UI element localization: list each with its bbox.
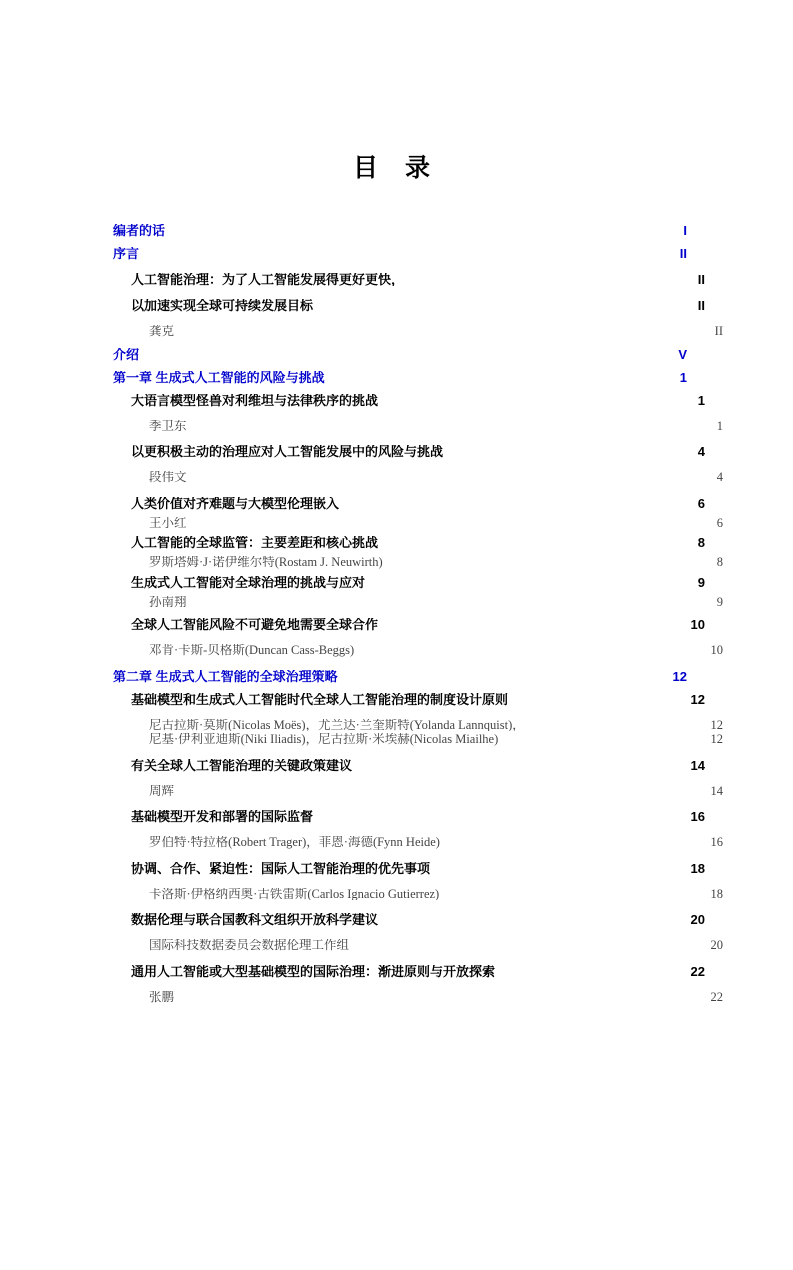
toc-entry-label: 序言 bbox=[113, 247, 140, 260]
toc-entry-page: 8 bbox=[697, 535, 705, 550]
toc-entry-page: V bbox=[678, 346, 687, 362]
toc-entry-page: II bbox=[679, 246, 687, 261]
toc-entry-page: 22 bbox=[710, 989, 723, 1004]
toc-entry-1-1[interactable] bbox=[113, 394, 711, 407]
toc-entry-page: 18 bbox=[710, 886, 723, 901]
page-title: 目 录 bbox=[353, 154, 440, 182]
toc-entry-2-4[interactable] bbox=[113, 862, 711, 875]
toc-entry-label: 以更积极主动的治理应对人工智能发展中的风险与挑战 bbox=[131, 445, 444, 458]
toc-entry-label: 介绍 bbox=[113, 347, 140, 361]
toc-entry-author-cassbeggs[interactable] bbox=[113, 644, 729, 657]
toc-entry-author-zhangpeng[interactable] bbox=[113, 991, 729, 1004]
toc-entry-page: 1 bbox=[679, 369, 687, 385]
toc-entry-label: 罗斯塔姆·J·诺伊维尔特(Rostam J. Neuwirth) bbox=[149, 556, 383, 569]
toc-entry-editor-note[interactable] bbox=[113, 224, 693, 237]
toc-entry-label: 王小红 bbox=[149, 516, 187, 529]
toc-entry-2-1[interactable] bbox=[113, 693, 711, 706]
toc-entry-label: 数据伦理与联合国教科文组织开放科学建议 bbox=[131, 913, 379, 926]
toc-entry-page: 9 bbox=[716, 594, 723, 609]
toc-entry-label: 孙南翔 bbox=[149, 595, 187, 608]
toc-entry-1-4[interactable] bbox=[113, 536, 711, 549]
toc-entry-label: 罗伯特·特拉格(Robert Trager)，菲恩·海德(Fynn Heide) bbox=[149, 836, 440, 849]
toc-entry-page: 12 bbox=[710, 732, 723, 746]
toc-entry-2-6[interactable] bbox=[113, 965, 711, 978]
toc-entry-page: I bbox=[683, 223, 687, 238]
toc-entry-page: 6 bbox=[716, 515, 723, 530]
toc-entry-label: 生成式人工智能对全球治理的挑战与应对 bbox=[131, 575, 366, 589]
toc-entry-page: 12 bbox=[672, 668, 687, 684]
toc-entry-page: 8 bbox=[716, 555, 723, 569]
toc-entry-page: 22 bbox=[690, 963, 705, 979]
toc-entry-1-3[interactable] bbox=[113, 497, 711, 510]
toc-entry-label: 基础模型开发和部署的国际监督 bbox=[131, 810, 314, 823]
toc-entry-author-jiweidong[interactable] bbox=[113, 420, 729, 433]
toc-entry-label: 大语言模型怪兽对利维坦与法律秩序的挑战 bbox=[131, 393, 379, 407]
toc-entry-2-3[interactable] bbox=[113, 810, 711, 823]
toc-entry-label: 周辉 bbox=[149, 784, 175, 797]
toc-entry-2-2[interactable] bbox=[113, 759, 711, 772]
toc-entry-1-2[interactable] bbox=[113, 445, 711, 458]
toc-entry-page: 4 bbox=[716, 470, 723, 484]
toc-entry-label: 以加速实现全球可持续发展目标 bbox=[131, 299, 314, 312]
toc-entry-page: 9 bbox=[697, 574, 705, 590]
toc-entry-label: 通用人工智能或大型基础模型的国际治理：渐进原则与开放探索 bbox=[131, 964, 496, 978]
toc-entry-page: 10 bbox=[690, 617, 705, 632]
toc-entry-author-gutierrez[interactable] bbox=[113, 888, 729, 901]
toc-entry-label: 全球人工智能风险不可避免地需要全球合作 bbox=[131, 618, 379, 631]
toc-entry-author-zhouhui[interactable] bbox=[113, 785, 729, 798]
toc-entry-2-5[interactable] bbox=[113, 913, 711, 926]
toc-entry-label: 第一章 生成式人工智能的风险与挑战 bbox=[113, 370, 325, 384]
toc-entry-author-wangxiaohong[interactable] bbox=[113, 517, 729, 530]
toc-entry-preface-title-line1[interactable] bbox=[113, 273, 711, 286]
toc-entry-page: 20 bbox=[710, 938, 723, 952]
table-of-contents bbox=[0, 224, 793, 1003]
toc-entry-author-neuwirth[interactable] bbox=[113, 556, 729, 569]
toc-entry-page: 4 bbox=[697, 444, 705, 459]
toc-entry-label: 卡洛斯·伊格纳西奥·古铁雷斯(Carlos Ignacio Gutierrez) bbox=[149, 887, 440, 900]
toc-entry-page: 18 bbox=[690, 860, 705, 876]
toc-entry-label: 编者的话 bbox=[113, 224, 166, 237]
toc-entry-page: 10 bbox=[710, 643, 723, 657]
toc-entry-page: 16 bbox=[710, 835, 723, 849]
toc-entry-introduction[interactable] bbox=[113, 348, 693, 361]
toc-entry-1-6[interactable] bbox=[113, 618, 711, 631]
toc-entry-preface[interactable] bbox=[113, 247, 693, 260]
toc-entry-label: 邓肯·卡斯-贝格斯(Duncan Cass-Beggs) bbox=[149, 644, 355, 657]
toc-entry-label: 季卫东 bbox=[149, 419, 187, 432]
toc-entry-1-5[interactable] bbox=[113, 576, 711, 589]
toc-entry-author-moes-line2[interactable] bbox=[113, 733, 729, 746]
toc-entry-page: 12 bbox=[710, 717, 723, 732]
toc-entry-chapter-1[interactable] bbox=[113, 371, 693, 384]
toc-entry-label: 基础模型和生成式人工智能时代全球人工智能治理的制度设计原则 bbox=[131, 692, 509, 706]
toc-entry-page: 1 bbox=[697, 392, 705, 408]
toc-entry-author-moes-line1[interactable] bbox=[113, 719, 729, 732]
toc-entry-label: 人工智能治理：为了人工智能发展得更好更快， bbox=[131, 273, 405, 286]
toc-entry-label: 有关全球人工智能治理的关键政策建议 bbox=[131, 758, 353, 772]
toc-entry-label: 张鹏 bbox=[149, 990, 175, 1003]
toc-entry-chapter-2[interactable] bbox=[113, 670, 693, 683]
toc-entry-label: 第二章 生成式人工智能的全球治理策略 bbox=[113, 669, 338, 683]
document-page bbox=[0, 148, 793, 1270]
toc-entry-label: 段伟文 bbox=[149, 471, 187, 484]
toc-entry-page: 14 bbox=[690, 757, 705, 773]
toc-entry-author-trager[interactable] bbox=[113, 836, 729, 849]
toc-entry-page: 20 bbox=[690, 912, 705, 927]
toc-entry-page: II bbox=[697, 272, 705, 287]
toc-entry-label: 协调、合作、紧迫性：国际人工智能治理的优先事项 bbox=[131, 861, 431, 875]
toc-entry-page: 16 bbox=[690, 809, 705, 824]
toc-entry-preface-title-line2[interactable] bbox=[113, 299, 711, 312]
toc-entry-label: 人类价值对齐难题与大模型伦理嵌入 bbox=[131, 496, 340, 510]
toc-entry-page: II bbox=[714, 324, 723, 338]
toc-entry-page: 1 bbox=[716, 418, 723, 433]
toc-entry-author-codata[interactable] bbox=[113, 939, 729, 952]
toc-entry-label: 国际科技数据委员会数据伦理工作组 bbox=[149, 939, 350, 952]
toc-entry-author-duanweiwen[interactable] bbox=[113, 471, 729, 484]
toc-entry-page: 6 bbox=[697, 495, 705, 511]
toc-entry-label: 尼古拉斯·莫斯(Nicolas Moës)，尤兰达·兰奎斯特(Yolanda Lannquist)， bbox=[149, 718, 525, 731]
toc-entry-label: 龚克 bbox=[149, 325, 175, 338]
toc-entry-page: 14 bbox=[710, 783, 723, 798]
toc-entry-page: II bbox=[697, 298, 705, 313]
toc-entry-page: 12 bbox=[690, 691, 705, 707]
toc-entry-author-gongke[interactable] bbox=[113, 325, 729, 338]
toc-entry-label: 人工智能的全球监管：主要差距和核心挑战 bbox=[131, 536, 379, 549]
toc-entry-label: 尼基·伊利亚迪斯(Niki Iliadis)，尼古拉斯·米埃赫(Nicolas Miailhe) bbox=[149, 733, 499, 746]
toc-entry-author-sunnanxiang[interactable] bbox=[113, 596, 729, 609]
